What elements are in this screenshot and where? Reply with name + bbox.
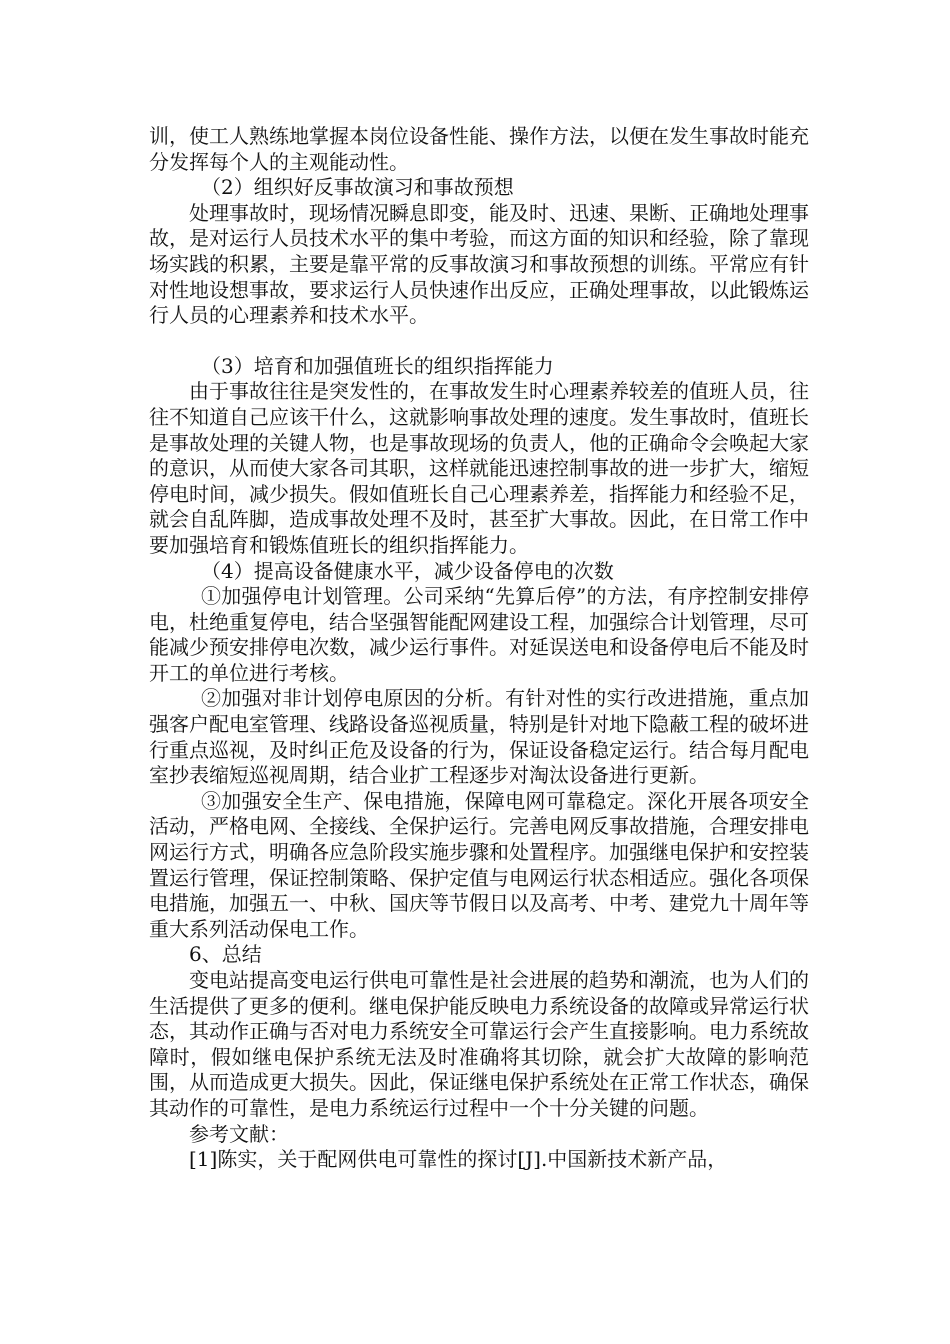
paragraph-summary: 变电站提高变电运行供电可靠性是社会进展的趋势和潮流，也为人们的生活提供了更多的便利。继电保护能反映电力系统设备的故障或异常运行状态，其动作正确与否对电力系统安全可靠运行会产生直接影响。电力系统故障时，假如继电保护系统无法及时准确将其切除，就会扩大故障的影响范围，从而造成更大损失。因此，保证继电保护系统处在正常工作状态，确保其动作的可靠性，是电力系统运行过程中一个十分关键的问题。 bbox=[149, 968, 809, 1120]
paragraph-gap bbox=[149, 329, 809, 354]
heading-summary: 6、总结 bbox=[189, 942, 262, 967]
paragraph-outage-plan: ①加强停电计划管理。公司采纳“先算后停”的方法，有序控制安排停电，杜绝重复停电，结合坚强智能配网建设工程，加强综合计划管理，尽可能减少预安排停电次数，减少运行事件。对延误送电和设备停电后不能及时开工的单位进行考核。 bbox=[149, 584, 809, 685]
heading-references: 参考文献： bbox=[189, 1121, 289, 1146]
paragraph-unplanned-outage: ②加强对非计划停电原因的分析。有针对性的实行改进措施，重点加强客户配电室管理、线路设备巡视质量，特别是针对地下隐蔽工程的破坏进行重点巡视，及时纠正危及设备的行为，保证设备稳定运行。结合每月配电室抄表缩短巡视周期，结合业扩工程逐步对淘汰设备进行更新。 bbox=[149, 686, 809, 788]
paragraph-safety: ③加强安全生产、保电措施，保障电网可靠稳定。深化开展各项安全活动，严格电网、全接线、全保护运行。完善电网反事故措施，合理安排电网运行方式，明确各应急阶段实施步骤和处置程序。加强继电保护和安控装置运行管理，保证控制策略、保护定值与电网运行状态相适应。强化各项保电措施，加强五一、中秋、国庆等节假日以及高考、中考、建党九十周年等重大系列活动保电工作。 bbox=[149, 788, 809, 941]
paragraph-drill: 处理事故时，现场情况瞬息即变，能及时、迅速、果断、正确地处理事故，是对运行人员技术水平的集中考验，而这方面的知识和经验，除了靠现场实践的积累，主要是靠平常的反事故演习和事故预想的训练。平常应有针对性地设想事故，要求运行人员快速作出反应，正确处理事故，以此锻炼运行人员的心理素养和技术水平。 bbox=[149, 200, 809, 328]
heading-leader: （3）培育和加强值班长的组织指挥能力 bbox=[201, 353, 554, 378]
paragraph-leader: 由于事故往往是突发性的，在事故发生时心理素养较差的值班人员，往往不知道自己应该干什么，这就影响事故处理的速度。发生事故时，值班长是事故处理的关键人物，也是事故现场的负责人，他的正确命令会唤起大家的意识，从而使大家各司其职，这样就能迅速控制事故的进一步扩大，缩短停电时间，减少损失。假如值班长自己心理素养差，指挥能力和经验不足，就会自乱阵脚，造成事故处理不及时，甚至扩大事故。因此，在日常工作中要加强培育和锻炼值班长的组织指挥能力。 bbox=[149, 379, 809, 557]
document-body bbox=[149, 124, 809, 1173]
heading-drill: （2）组织好反事故演习和事故预想 bbox=[201, 175, 514, 200]
heading-equipment-health: （4）提高设备健康水平，减少设备停电的次数 bbox=[201, 558, 614, 583]
paragraph-training-continued: 训，使工人熟练地掌握本岗位设备性能、操作方法，以便在发生事故时能充分发挥每个人的主观能动性。 bbox=[149, 124, 809, 174]
reference-item: [1]陈实，关于配网供电可靠性的探讨[J].中国新技术新产品， bbox=[189, 1147, 728, 1172]
